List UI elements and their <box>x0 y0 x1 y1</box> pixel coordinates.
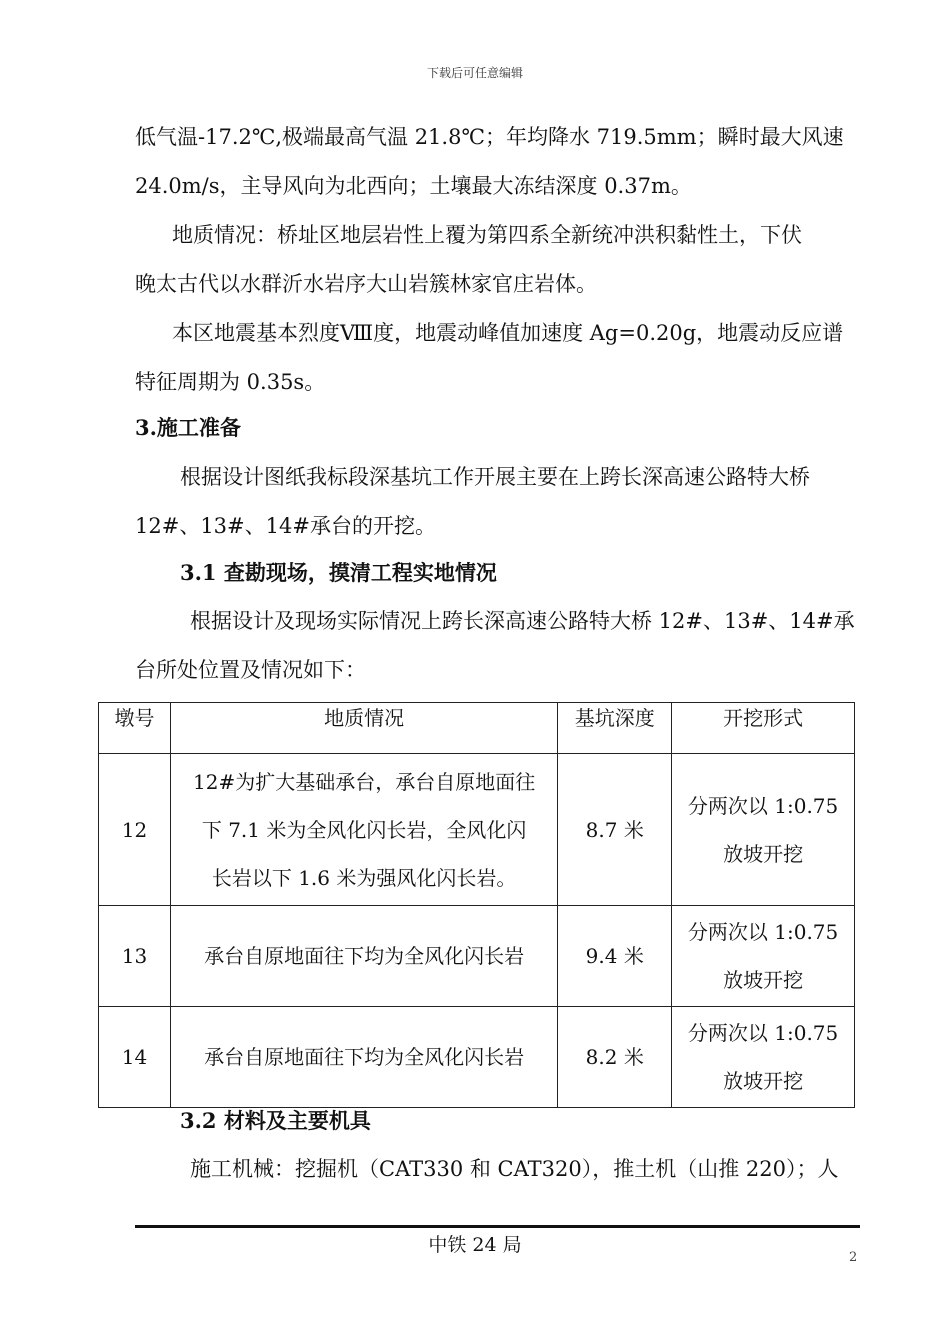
section-3-1-line-2: 台所处位置及情况如下： <box>135 658 366 682</box>
cell-depth: 9.4 米 <box>558 906 672 1007</box>
climate-line-1: 低气温-17.2℃,极端最高气温 21.8℃；年均降水 719.5mm；瞬时最大风速 <box>135 125 844 149</box>
cell-pier: 13 <box>99 906 171 1007</box>
table-row <box>99 754 855 906</box>
pier-table <box>98 702 855 1108</box>
page-header: 下载后可任意编辑 <box>426 66 523 80</box>
header-pier: 墩号 <box>99 703 171 754</box>
section-3-1-line-1: 根据设计及现场实际情况上跨长深高速公路特大桥 12#、13#、14#承 <box>190 609 855 633</box>
table-row <box>99 1007 855 1108</box>
footer-company: 中铁 24 局 <box>428 1234 522 1256</box>
cell-geology-line: 下 7.1 米为全风化闪长岩，全风化闪 <box>201 817 527 842</box>
cell-method <box>672 906 855 1007</box>
climate-line-2: 24.0m/s，主导风向为北西向；土壤最大冻结深度 0.37m。 <box>135 174 692 198</box>
cell-method-line: 分两次以 1:0.75 <box>687 793 839 818</box>
cell-method-line: 放坡开挖 <box>723 968 804 992</box>
cell-method-line: 分两次以 1:0.75 <box>687 920 839 944</box>
header-depth: 基坑深度 <box>558 703 672 754</box>
section-3-line-2: 12#、13#、14#承台的开挖。 <box>135 514 436 538</box>
section-3-heading: 3.施工准备 <box>135 415 241 440</box>
seismic-line-2: 特征周期为 0.35s。 <box>135 370 326 394</box>
cell-geology-line: 12#为扩大基础承台，承台自原地面往 <box>193 769 536 794</box>
cell-geology-line: 长岩以下 1.6 米为强风化闪长岩。 <box>211 865 517 890</box>
table-row <box>99 906 855 1007</box>
cell-geology: 承台自原地面往下均为全风化闪长岩 <box>170 1007 557 1108</box>
cell-depth: 8.2 米 <box>558 1007 672 1108</box>
footer-rule <box>135 1225 860 1228</box>
geology-line-2: 晚太古代以水群沂水岩序大山岩簇林家官庄岩体。 <box>135 272 597 296</box>
section-3-1-heading: 3.1 查勘现场，摸清工程实地情况 <box>180 560 497 585</box>
header-geology: 地质情况 <box>170 703 557 754</box>
geology-line-1: 地质情况：桥址区地层岩性上覆为第四系全新统冲洪积黏性土，下伏 <box>172 223 802 247</box>
cell-geology <box>170 754 557 906</box>
cell-pier: 12 <box>99 754 171 906</box>
section-3-2-heading: 3.2 材料及主要机具 <box>180 1108 371 1133</box>
page-number: 2 <box>849 1250 858 1265</box>
cell-method-line: 放坡开挖 <box>723 841 804 866</box>
section-3-2-line-1: 施工机械：挖掘机（CAT330 和 CAT320），推土机（山推 220）；人 <box>190 1157 839 1181</box>
section-3-line-1: 根据设计图纸我标段深基坑工作开展主要在上跨长深高速公路特大桥 <box>180 465 810 489</box>
cell-method <box>672 754 855 906</box>
cell-method-line: 分两次以 1:0.75 <box>687 1021 839 1045</box>
table-header-row <box>99 703 855 754</box>
seismic-line-1: 本区地震基本烈度Ⅷ度，地震动峰值加速度 Ag=0.20g，地震动反应谱 <box>172 321 844 345</box>
header-method: 开挖形式 <box>672 703 855 754</box>
cell-method <box>672 1007 855 1108</box>
cell-geology: 承台自原地面往下均为全风化闪长岩 <box>170 906 557 1007</box>
cell-method-line: 放坡开挖 <box>723 1069 804 1093</box>
cell-pier: 14 <box>99 1007 171 1108</box>
cell-depth: 8.7 米 <box>558 754 672 906</box>
